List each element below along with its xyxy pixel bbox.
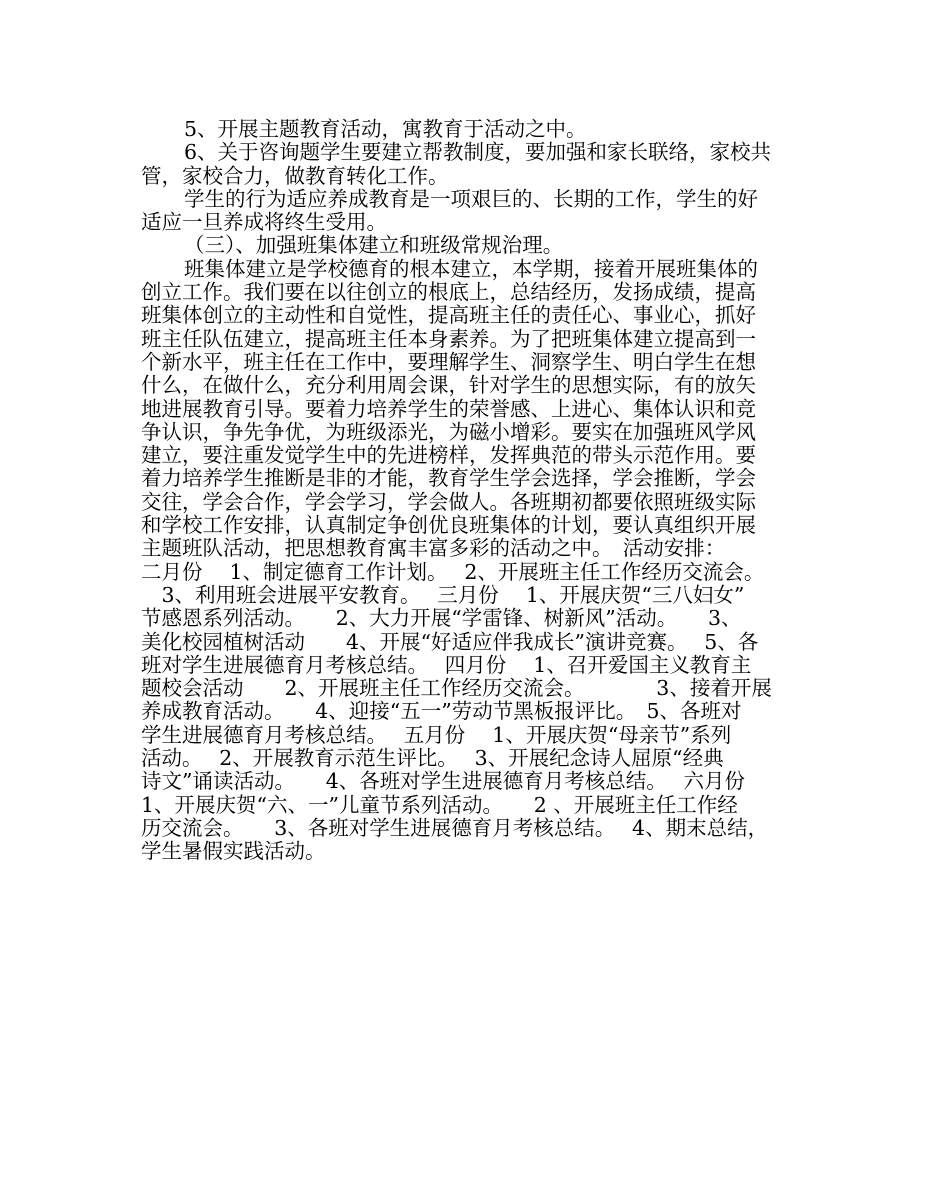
text-line: 题校会活动 2、开展班主任工作经历交流会。 3、接着开展 (141, 676, 772, 701)
text-line: 学生进展德育月考核总结。 五月份 1、开展庆贺“母亲节”系列 (141, 722, 732, 747)
text-line: 个新水平，班主任在工作中，要理解学生、洞察学生、明白学生在想 (141, 349, 756, 374)
text-line: 地进展教育引导。要着力培养学生的荣誉感、上进心、集体认识和竞 (141, 396, 756, 421)
text-line: 交往，学会合作，学会学习，学会做人。各班期初都要依照班级实际 (141, 489, 756, 514)
text-line: 诗文”诵读活动。 4、各班对学生进展德育月考核总结。 六月份 (141, 769, 746, 794)
text-line: 什么，在做什么，充分利用周会课，针对学生的思想实际，有的放矢 (141, 373, 756, 398)
text-line: 学生暑假实践活动。 (141, 839, 326, 864)
text-line: 班集体创立的主动性和自觉性，提高班主任的责任心、事业心，抓好 (141, 303, 756, 328)
text-line: 班对学生进展德育月考核总结。 四月份 1、召开爱国主义教育主 (141, 652, 752, 677)
text-line: 3、利用班会进展平安教育。 三月份 1、开展庆贺“三八妇女” (141, 582, 745, 607)
text-line: 班集体建立是学校德育的根本建立，本学期，接着开展班集体的 (184, 256, 758, 281)
text-line: 6、关于咨询题学生要建立帮教制度，要加强和家长联络，家校共 (184, 140, 772, 165)
text-line: 争认识，争先争优，为班级添光，为磁小增彩。要实在加强班风学风 (141, 419, 756, 444)
body-text (141, 118, 831, 864)
text-line: 二月份 1、制定德育工作计划。 2、开展班主任工作经历交流会。 (141, 559, 765, 584)
section-heading: （三）、加强班集体建立和班级常规治理。 (184, 233, 564, 258)
text-line: 适应一旦养成将终生受用。 (141, 210, 387, 235)
text-line: 主题班队活动，把思想教育寓丰富多彩的活动之中。 活动安排： (141, 536, 726, 561)
text-line: 学生的行为适应养成教育是一项艰巨的、长期的工作，学生的好 (184, 186, 758, 211)
text-line: 节感恩系列活动。 2、大力开展“学雷锋、树新风”活动。 3、 (141, 606, 742, 631)
text-line: 管，家校合力，做教育转化工作。 (141, 163, 449, 188)
text-line: 1、开展庆贺“六、一”儿童节系列活动。 2 、开展班主任工作经 (141, 792, 738, 817)
text-line: 5、开展主题教育活动，寓教育于活动之中。 (184, 117, 587, 141)
text-line: 着力培养学生推断是非的才能，教育学生学会选择，学会推断，学会 (141, 466, 756, 491)
text-line: 创立工作。我们要在以往创立的根底上，总结经历，发扬成绩，提高 (141, 280, 756, 305)
text-line: 和学校工作安排，认真制定争创优良班集体的计划，要认真组织开展 (141, 513, 756, 538)
text-line: 建立，要注重发觉学生中的先进榜样，发挥典范的带头示范作用。要 (141, 443, 756, 468)
text-line: 活动。 2、开展教育示范生评比。 3、开展纪念诗人屈原“经典 (141, 746, 724, 771)
text-line: 美化校园植树活动 4、开展“好适应伴我成长”演讲竞赛。 5、各 (141, 629, 759, 654)
text-line: 养成教育活动。 4、迎接“五一”劳动节黑板报评比。 5、各班对 (141, 699, 742, 724)
text-line: 历交流会。 3、各班对学生进展德育月考核总结。 4、期末总结， (141, 815, 769, 840)
text-line: 班主任队伍建立，提高班主任本身素养。为了把班集体建立提高到一 (141, 326, 756, 351)
